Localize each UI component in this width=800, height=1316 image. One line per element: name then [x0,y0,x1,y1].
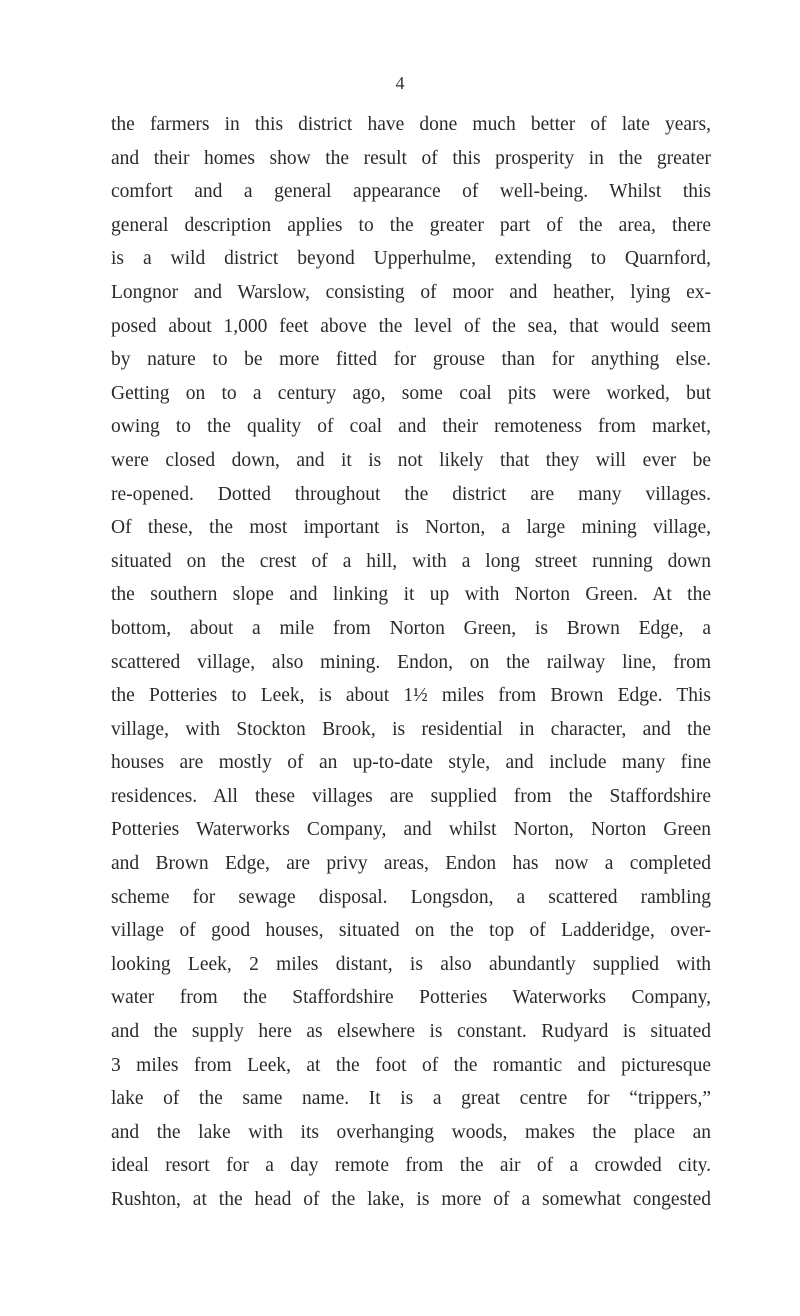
text-line: the Potteries to Leek, is about 1½ miles from Brown Edge. This [111,685,711,707]
text-line: situated on the crest of a hill, with a long street running down [111,550,711,572]
text-line: were closed down, and it is not likely that they will ever be [111,449,711,471]
text-line: Longnor and Warslow, consisting of moor and heather, lying ex- [111,281,711,303]
text-line: Potteries Waterworks Company, and whilst Norton, Norton Green [111,819,711,841]
text-line: 3 miles from Leek, at the foot of the romantic and picturesque [111,1054,711,1076]
text-line: and the supply here as elsewhere is constant. Rudyard is situated [111,1021,711,1043]
text-line: posed about 1,000 feet above the level of the sea, that would seem [111,315,711,337]
text-line: scheme for sewage disposal. Longsdon, a scattered rambling [111,886,711,908]
text-line: general description applies to the greater part of the area, there [111,214,711,236]
text-line: comfort and a general appearance of well-being. Whilst this [111,181,711,203]
text-line: and their homes show the result of this prosperity in the greater [111,147,711,169]
text-line: looking Leek, 2 miles distant, is also abundantly supplied with [111,953,711,975]
text-line: water from the Staffordshire Potteries Waterworks Company, [111,987,711,1009]
text-line: the southern slope and linking it up with Norton Green. At the [111,584,711,606]
text-line: village, with Stockton Brook, is residential in character, and the [111,718,711,740]
text-line: residences. All these villages are supplied from the Staffordshire [111,785,711,807]
body-text [111,108,711,1217]
text-line: the farmers in this district have done much better of late years, [111,114,711,135]
text-line: owing to the quality of coal and their remoteness from market, [111,416,711,438]
text-line: bottom, about a mile from Norton Green, is Brown Edge, a [111,617,711,639]
text-line: houses are mostly of an up-to-date style, and include many fine [111,752,711,774]
text-line: ideal resort for a day remote from the air of a crowded city. [111,1155,711,1177]
text-line: Rushton, at the head of the lake, is more of a somewhat congested [111,1189,711,1210]
text-line: Getting on to a century ago, some coal pits were worked, but [111,382,711,404]
text-line: village of good houses, situated on the top of Ladderidge, over- [111,920,711,942]
text-line: scattered village, also mining. Endon, on the railway line, from [111,651,711,673]
text-line: by nature to be more fitted for grouse than for anything else. [111,349,711,371]
text-line: is a wild district beyond Upperhulme, extending to Quarnford, [111,248,711,270]
text-line: Of these, the most important is Norton, a large mining village, [111,517,711,539]
page-number: 4 [395,73,405,93]
text-line: re-opened. Dotted throughout the district are many villages. [111,483,711,505]
text-line: and the lake with its overhanging woods, makes the place an [111,1121,711,1143]
text-line: lake of the same name. It is a great centre for “trippers,” [111,1088,711,1110]
text-line: and Brown Edge, are privy areas, Endon has now a completed [111,853,711,875]
